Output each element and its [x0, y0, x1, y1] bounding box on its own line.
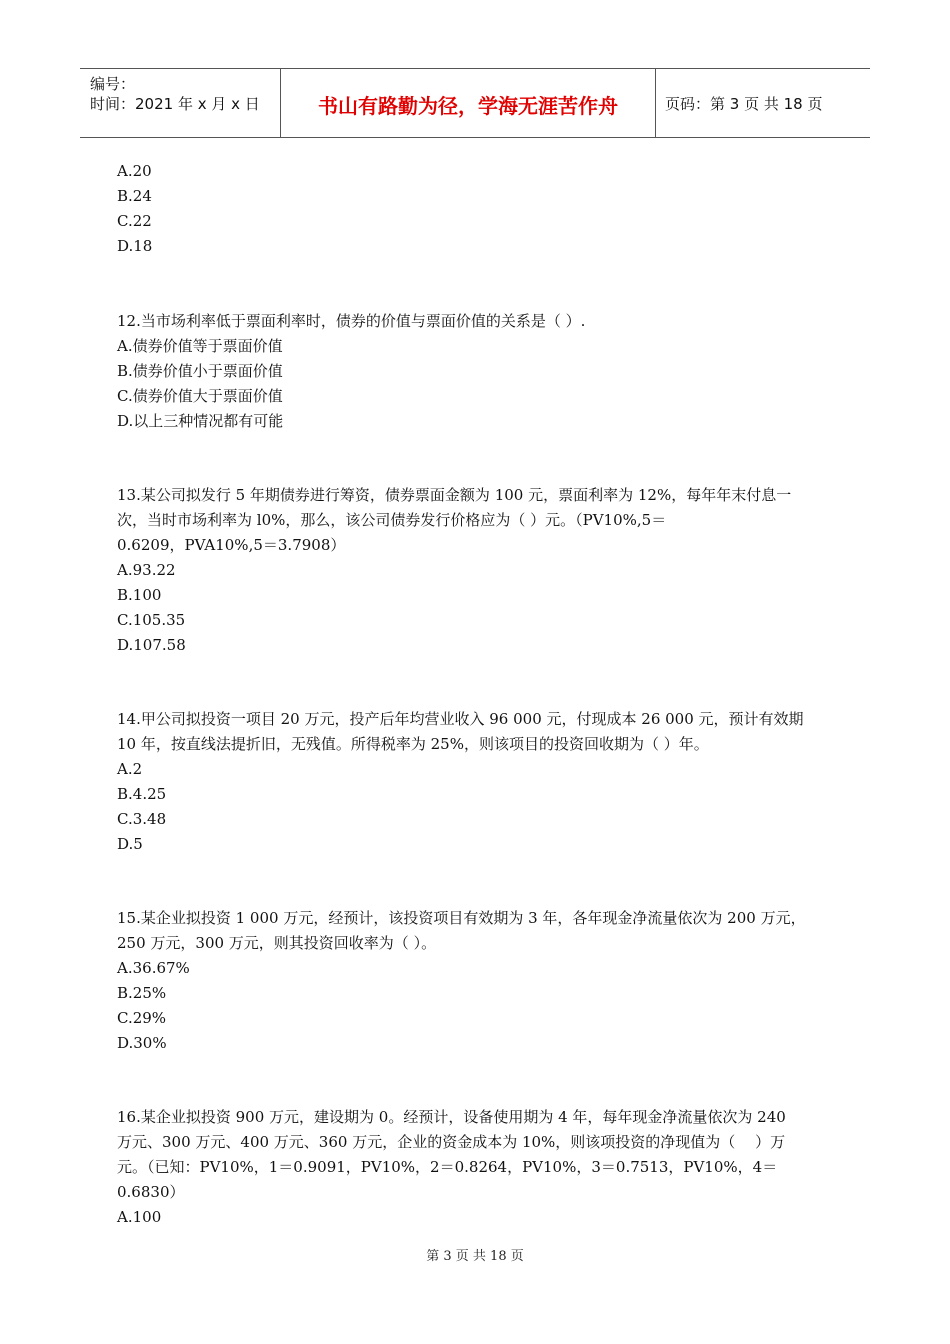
q16-stem-line-2: 万元、300 万元、400 万元、360 万元，企业的资金成本为 10%，则该项投资的净现值为（ ）万: [117, 1133, 786, 1151]
q15-option-d: D.30%: [117, 1034, 167, 1052]
q13-option-a: A.93.22: [117, 561, 176, 579]
q12-option-d: D.以上三种情况都有可能: [117, 412, 284, 430]
page-footer: 第 3 页 共 18 页: [426, 1249, 524, 1264]
q15-stem-line-1: 15.某企业拟投资 1 000 万元，经预计，该投资项目有效期为 3 年，各年现金净流量依次为 200 万元，: [117, 909, 806, 927]
q11-option-d: D.18: [117, 237, 153, 255]
q15-option-c: C.29%: [117, 1009, 167, 1027]
q12-option-b: B.债券价值小于票面价值: [117, 362, 283, 380]
q15-option-a: A.36.67%: [117, 959, 190, 977]
q13-option-c: C.105.35: [117, 611, 186, 629]
number-label: 编号：: [90, 75, 136, 93]
q13-option-d: D.107.58: [117, 636, 186, 654]
q11-option-a: A.20: [117, 162, 152, 180]
page-info: 页码：第 3 页 共 18 页: [665, 95, 823, 113]
q14-stem-line-1: 14.甲公司拟投资一项目 20 万元，投产后年均营业收入 96 000 元，付现成本 26 000 元，预计有效期: [117, 710, 804, 728]
q14-option-c: C.3.48: [117, 810, 167, 828]
q16-stem-line-3: 元。（已知：PV10%，1＝0.9091，PV10%，2＝0.8264，PV10%，3＝0.7513，PV10%，4＝: [117, 1158, 778, 1176]
q14-option-b: B.4.25: [117, 785, 167, 803]
q16-stem-line-1: 16.某企业拟投资 900 万元，建设期为 0。经预计，设备使用期为 4 年，每年现金净流量依次为 240: [117, 1108, 786, 1126]
q12-stem: 12.当市场利率低于票面利率时，债券的价值与票面价值的关系是（ ）.: [117, 312, 586, 330]
motto-text: 书山有路勤为径，学海无涯苦作舟: [318, 94, 618, 118]
header-page-cell: [655, 69, 870, 137]
header-motto-cell: [280, 69, 656, 137]
q15-stem-line-2: 250 万元，300 万元，则其投资回收率为（ ）。: [117, 934, 437, 952]
q15-option-b: B.25%: [117, 984, 167, 1002]
q13-stem-line-3: 0.6209，PVA10%,5＝3.7908）: [117, 536, 346, 554]
q14-stem-line-2: 10 年，按直线法提折旧，无残值。所得税率为 25%，则该项目的投资回收期为（ ）年。: [117, 735, 709, 753]
q14-option-a: A.2: [117, 760, 143, 778]
q13-stem-line-1: 13.某公司拟发行 5 年期债券进行筹资，债券票面金额为 100 元，票面利率为 12%，每年年末付息一: [117, 486, 792, 504]
q14-option-d: D.5: [117, 835, 143, 853]
q16-option-a: A.100: [117, 1208, 162, 1226]
q11-option-c: C.22: [117, 212, 152, 230]
q12-option-c: C.债券价值大于票面价值: [117, 387, 283, 405]
q12-option-a: A.债券价值等于票面价值: [117, 337, 283, 355]
header-info-cell: [80, 69, 280, 137]
time-label: 时间：2021 年 x 月 x 日: [90, 95, 260, 113]
q13-option-b: B.100: [117, 586, 162, 604]
q16-stem-line-4: 0.6830）: [117, 1183, 185, 1201]
q13-stem-line-2: 次，当时市场利率为 l0%，那么，该公司债券发行价格应为（ ）元。（PV10%,5＝: [117, 511, 667, 529]
page-header: [80, 68, 870, 138]
q11-option-b: B.24: [117, 187, 152, 205]
